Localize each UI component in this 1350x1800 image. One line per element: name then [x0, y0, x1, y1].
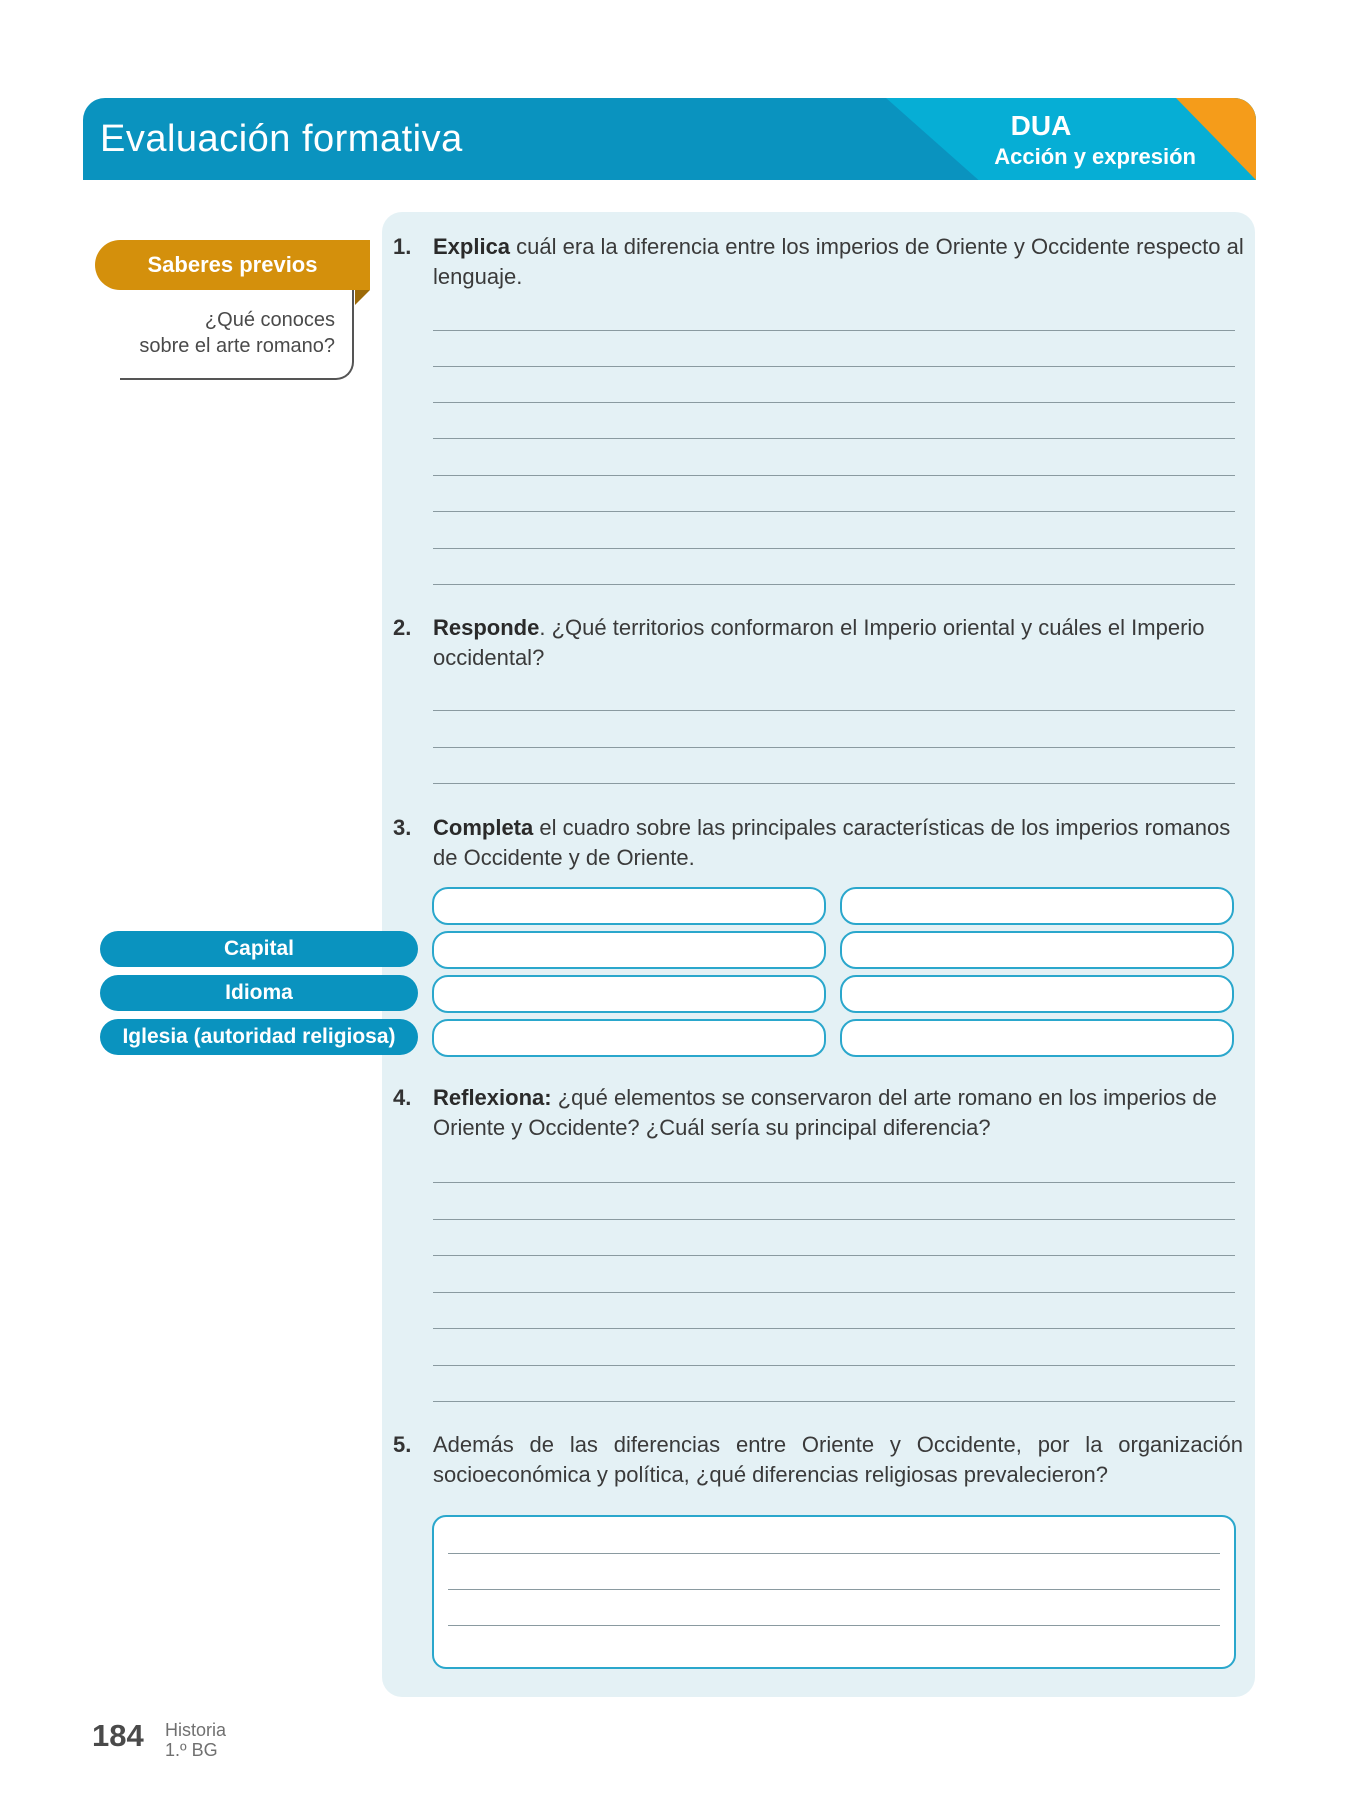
page-number: 184: [92, 1718, 144, 1753]
table-cell[interactable]: [432, 1019, 826, 1057]
answer-line[interactable]: [433, 1365, 1235, 1366]
question-number: 5.: [393, 1432, 412, 1457]
saberes-previos-question: [120, 307, 335, 359]
question-verb: Completa: [433, 815, 534, 840]
answer-line[interactable]: [433, 747, 1235, 748]
question-number: 3.: [393, 815, 412, 840]
table-cell[interactable]: [840, 931, 1234, 969]
table-header-cell-occidente[interactable]: [432, 887, 826, 925]
answer-line[interactable]: [433, 584, 1235, 585]
answer-line[interactable]: [433, 475, 1235, 476]
question-text: . ¿Qué territorios conformaron el Imperio oriental y cuáles el Imperio occidental?: [433, 615, 1205, 670]
question-text: ¿qué elementos se conservaron del arte romano en los imperios de Oriente y Occidente? ¿Cuál sería su principal diferencia?: [433, 1085, 1217, 1140]
saberes-question-line2: sobre el arte romano?: [139, 335, 335, 357]
saberes-previos-tag: Saberes previos: [95, 240, 370, 290]
grade-label: 1.º BG: [165, 1740, 218, 1760]
answer-line[interactable]: [433, 1292, 1235, 1293]
row-label-idioma: Idioma: [100, 975, 418, 1011]
footer-subject: [165, 1720, 226, 1760]
answer-line[interactable]: [433, 710, 1235, 711]
saberes-tag-fold: [355, 290, 370, 305]
table-header-cell-oriente[interactable]: [840, 887, 1234, 925]
answer-line[interactable]: [433, 330, 1235, 331]
answer-line[interactable]: [433, 1219, 1235, 1220]
question-verb: Reflexiona:: [433, 1085, 552, 1110]
question-2: [393, 613, 1245, 673]
question-text: cuál era la diferencia entre los imperios de Oriente y Occidente respecto al lenguaje.: [433, 234, 1244, 289]
subject-name: Historia: [165, 1720, 227, 1740]
answer-line[interactable]: [433, 1328, 1235, 1329]
dua-subtitle: Acción y expresión: [994, 144, 1196, 169]
answer-line: [448, 1625, 1220, 1626]
row-label-capital: Capital: [100, 931, 418, 967]
question-1: [393, 232, 1245, 292]
answer-line[interactable]: [433, 366, 1235, 367]
answer-line[interactable]: [433, 438, 1235, 439]
table-cell[interactable]: [432, 975, 826, 1013]
dua-label: DUA: [1010, 110, 1072, 141]
question-number: 2.: [393, 615, 412, 640]
saberes-question-line1: ¿Qué conoces: [204, 309, 335, 331]
answer-box[interactable]: [432, 1515, 1236, 1669]
answer-line: [448, 1589, 1220, 1590]
question-5: [393, 1430, 1243, 1490]
question-verb: Responde: [433, 615, 540, 640]
question-verb: Explica: [433, 234, 511, 259]
section-header: [83, 98, 1256, 180]
section-title: Evaluación formativa: [100, 118, 463, 160]
answer-line[interactable]: [433, 511, 1235, 512]
answer-line[interactable]: [433, 1255, 1235, 1256]
answer-line: [448, 1553, 1220, 1554]
question-3: [393, 813, 1245, 873]
table-cell[interactable]: [840, 1019, 1234, 1057]
question-number: 1.: [393, 234, 412, 259]
table-cell[interactable]: [840, 975, 1234, 1013]
question-text: el cuadro sobre las principales características de los imperios romanos de Occidente y de Oriente.: [433, 815, 1231, 870]
question-number: 4.: [393, 1085, 412, 1110]
answer-line[interactable]: [433, 1182, 1235, 1183]
answer-line[interactable]: [433, 783, 1235, 784]
answer-line[interactable]: [433, 548, 1235, 549]
row-label-iglesia: Iglesia (autoridad religiosa): [100, 1019, 418, 1055]
answer-line[interactable]: [433, 1401, 1235, 1402]
table-cell[interactable]: [432, 931, 826, 969]
question-text: Además de las diferencias entre Oriente y Occidente, por la organización socioeconómica y política, ¿qué diferencias religiosas prevalecieron?: [433, 1432, 1243, 1487]
question-4: [393, 1083, 1245, 1143]
answer-line[interactable]: [433, 402, 1235, 403]
